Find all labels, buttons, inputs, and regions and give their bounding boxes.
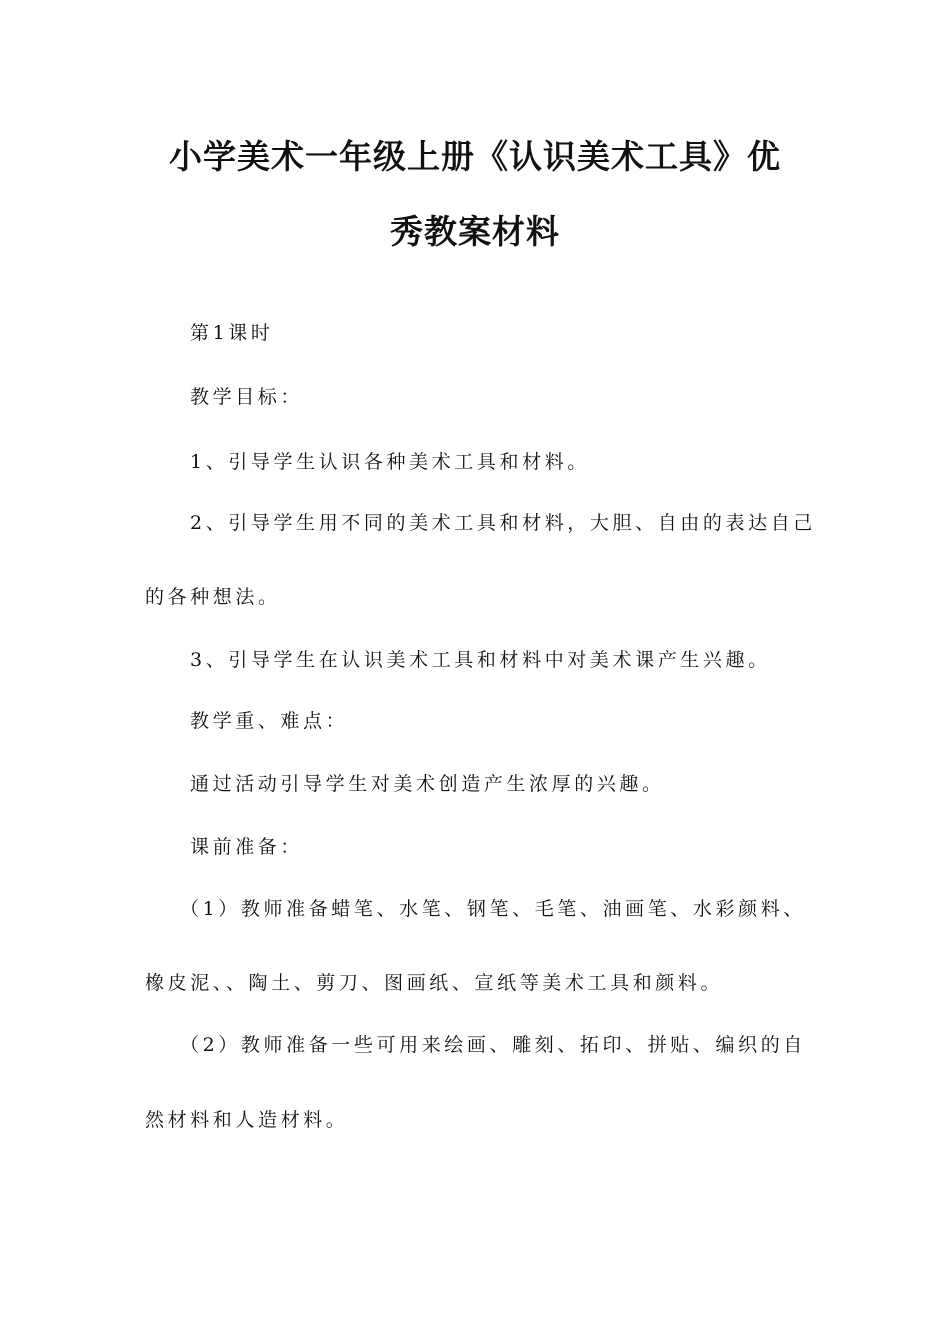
objective-2: 2、引导学生用不同的美术工具和材料，大胆、自由的表达自己 (190, 512, 816, 534)
document-title-line-2: 秀教案材料 (390, 212, 560, 251)
objective-3: 3、引导学生在认识美术工具和材料中对美术课产生兴趣。 (190, 649, 771, 671)
preparation-item-2-continued: 然材料和人造材料。 (145, 1109, 349, 1131)
key-points-text: 通过活动引导学生对美术创造产生浓厚的兴趣。 (190, 773, 665, 795)
lesson-period: 第1课时 (190, 322, 274, 344)
preparation-item-1: （1）教师准备蜡笔、水笔、钢笔、毛笔、油画笔、水彩颜料、 (180, 898, 806, 920)
section-heading-preparation: 课前准备： (190, 836, 304, 858)
document-title-line-1: 小学美术一年级上册《认识美术工具》优 (169, 137, 781, 176)
objective-1: 1、引导学生认识各种美术工具和材料。 (190, 451, 590, 473)
section-heading-objectives: 教学目标： (190, 386, 304, 408)
section-heading-key-points: 教学重、难点： (190, 710, 349, 732)
preparation-item-1-continued: 橡皮泥、、陶土、剪刀、图画纸、宣纸等美术工具和颜料。 (145, 972, 724, 994)
preparation-item-2: （2）教师准备一些可用来绘画、雕刻、拓印、拼贴、编织的自 (180, 1034, 806, 1056)
objective-2-continued: 的各种想法。 (145, 586, 281, 608)
